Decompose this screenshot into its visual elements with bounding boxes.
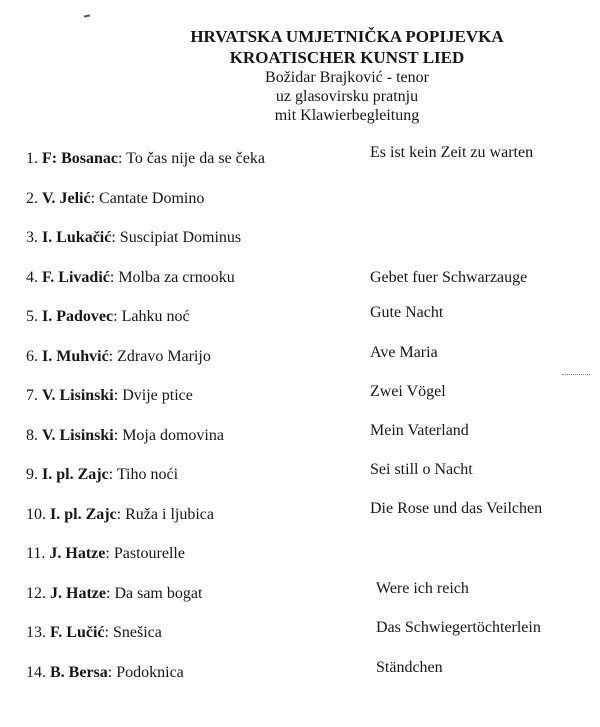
song-title: Molba za crnooku — [118, 269, 235, 286]
song-german-title: Ave Maria — [370, 344, 438, 361]
song-german-title: Die Rose und das Veilchen — [370, 500, 543, 517]
song-entry: 14. B. Bersa: Podoknica — [26, 664, 184, 681]
song-row — [0, 227, 600, 257]
song-entry: 5. I. Padovec: Lahku noć — [26, 308, 190, 325]
song-row — [0, 306, 600, 336]
song-row — [0, 580, 600, 613]
song-entry: 11. J. Hatze: Pastourelle — [26, 545, 185, 562]
song-title: Pastourelle — [113, 545, 185, 562]
song-entry: 13. F. Lučić: Snešica — [26, 624, 162, 641]
song-composer: I. pl. Zajc — [50, 506, 117, 523]
accompaniment-croatian: uz glasovirsku pratnju — [275, 88, 419, 105]
song-entry: 12. J. Hatze: Da sam bogat — [26, 585, 203, 602]
song-entry: 1. F: Bosanac: To čas nije da se čeka — [26, 150, 265, 167]
song-title: Ruža i ljubica — [125, 506, 214, 523]
song-title: Moja domovina — [122, 427, 224, 444]
song-title: Snešica — [112, 624, 162, 641]
song-row — [0, 385, 600, 415]
song-title: Tiho noći — [116, 466, 179, 483]
song-number: 7. — [26, 387, 38, 404]
song-row — [0, 144, 600, 178]
song-row — [0, 619, 600, 652]
song-row — [0, 659, 600, 692]
song-title: Suscipiat Dominus — [119, 229, 242, 246]
song-composer: I. pl. Zajc — [42, 466, 109, 483]
song-number: 8. — [26, 427, 38, 444]
song-row — [0, 346, 600, 376]
song-german-title: Es ist kein Zeit zu warten — [370, 144, 534, 161]
title-german: KROATISCHER KUNST LIED — [229, 48, 465, 67]
song-title: Podoknica — [116, 664, 184, 681]
song-title: Lahku noć — [121, 308, 190, 325]
song-row — [0, 543, 600, 573]
song-row — [0, 267, 600, 297]
song-row — [0, 461, 600, 494]
song-number: 9. — [26, 466, 38, 483]
song-german-title: Mein Vaterland — [370, 422, 469, 439]
song-composer: F. Livadić — [42, 269, 110, 286]
song-number: 10. — [26, 506, 46, 523]
performer: Božidar Brajković - tenor — [265, 69, 429, 86]
song-number: 13. — [26, 624, 46, 641]
song-number: 6. — [26, 348, 38, 365]
song-number: 3. — [26, 229, 38, 246]
song-composer: B. Bersa — [50, 664, 108, 681]
song-german-title: Sei still o Nacht — [370, 461, 473, 478]
song-number: 11. — [26, 545, 46, 562]
song-german-title: Gute Nacht — [370, 304, 444, 321]
title-croatian: HRVATSKA UMJETNIČKA POPIJEVKA — [190, 27, 504, 46]
song-entry: 8. V. Lisinski: Moja domovina — [26, 427, 224, 444]
song-row — [0, 422, 600, 455]
song-composer: F. Lučić — [50, 624, 105, 641]
song-entry: 4. F. Livadić: Molba za crnooku — [26, 269, 235, 286]
song-composer: J. Hatze — [50, 585, 106, 602]
song-composer: I. Padovec — [42, 308, 114, 325]
song-title: Dvije ptice — [122, 387, 193, 404]
accompaniment-german: mit Klawierbegleitung — [274, 107, 420, 124]
song-title: To čas nije da se čeka — [126, 150, 265, 167]
song-row — [0, 500, 600, 534]
song-composer: V. Lisinski — [42, 387, 114, 404]
song-german-title: Ständchen — [376, 659, 443, 676]
song-number: 2. — [26, 190, 38, 207]
song-german-title: Gebet fuer Schwarzauge — [370, 269, 528, 286]
song-title: Zdravo Marijo — [117, 348, 211, 365]
song-entry: 3. I. Lukačić: Suscipiat Dominus — [26, 229, 242, 246]
song-german-title: Zwei Vögel — [370, 383, 446, 400]
song-german-title: Were ich reich — [376, 580, 469, 597]
song-number: 4. — [26, 269, 38, 286]
song-entry: 2. V. Jelić: Cantate Domino — [26, 190, 205, 207]
song-title: Cantate Domino — [99, 190, 205, 207]
song-composer: I. Lukačić — [42, 229, 112, 246]
song-number: 14. — [26, 664, 46, 681]
song-row — [0, 188, 600, 218]
song-composer: F: Bosanac — [42, 150, 118, 167]
stray-mark — [84, 14, 90, 17]
song-entry: 6. I. Muhvić: Zdravo Marijo — [26, 348, 211, 365]
song-title: Da sam bogat — [114, 585, 203, 602]
song-entry: 7. V. Lisinski: Dvije ptice — [26, 387, 193, 404]
song-composer: V. Lisinski — [42, 427, 114, 444]
song-german-title: Das Schwiegertöchterlein — [376, 619, 541, 636]
song-number: 12. — [26, 585, 46, 602]
song-number: 5. — [26, 308, 38, 325]
song-entry: 10. I. pl. Zajc: Ruža i ljubica — [26, 506, 214, 523]
program-header — [186, 26, 508, 125]
song-entry: 9. I. pl. Zajc: Tiho noći — [26, 466, 179, 483]
song-number: 1. — [26, 150, 38, 167]
song-composer: I. Muhvić — [42, 348, 109, 365]
song-composer: J. Hatze — [49, 545, 106, 562]
song-composer: V. Jelić — [42, 190, 91, 207]
